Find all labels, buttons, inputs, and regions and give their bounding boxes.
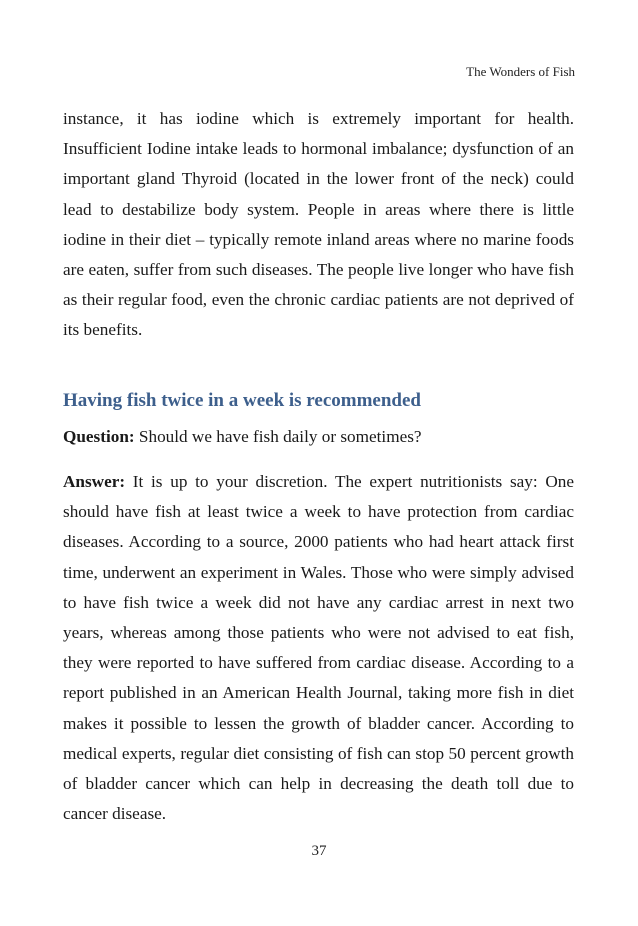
answer-paragraph (63, 467, 574, 829)
answer-text: It is up to your discretion. The expert nutritionists say: One should have fish at least twice a week to have protection from cardiac diseases. According to a source, 2000 patients who had heart attack first time, underwent an experiment in Wales. Those who were simply advised to have fish twice a week did not have any cardiac arrest in next two years, whereas among those patients who were not advised to eat fish, they were reported to have suffered from cardiac disease. According to a report published in an American Health Journal, taking more fish in diet makes it possible to lessen the growth of bladder cancer. According to medical experts, regular diet consisting of fish can stop 50 percent growth of bladder cancer which can help in decreasing the death toll due to cancer disease. (63, 472, 574, 824)
running-header: The Wonders of Fish (466, 64, 575, 79)
section-heading: Having fish twice in a week is recommended (63, 390, 421, 411)
question-text: Should we have fish daily or sometimes? (138, 427, 422, 446)
page-number: 37 (311, 843, 327, 859)
answer-label: Answer: (63, 472, 126, 491)
question-paragraph (63, 422, 574, 452)
question-label: Question: (63, 427, 135, 446)
body-paragraph: instance, it has iodine which is extremely important for health. Insufficient Iodine intake leads to hormonal imbalance; dysfunction of an important gland Thyroid (located in the lower front of the neck) could lead to destabilize body system. People in areas where there is little iodine in their diet – typically remote inland areas where no marine foods are eaten, suffer from such diseases. The people live longer who have fish as their regular food, even the chronic cardiac patients are not deprived of its benefits. (63, 109, 574, 340)
